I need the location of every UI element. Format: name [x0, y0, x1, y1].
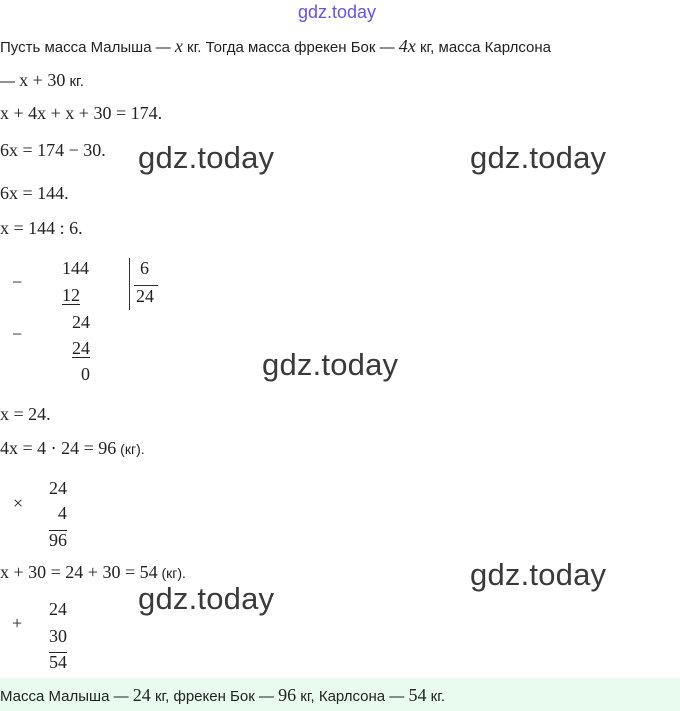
watermark: gdz.today: [138, 581, 275, 616]
multiplication-result: 96: [49, 530, 67, 550]
addition-term-a: 24: [49, 599, 67, 619]
division-minus-sign: −: [12, 324, 23, 344]
addition-result: 54: [49, 652, 67, 672]
division-remainder1: 24: [72, 312, 90, 332]
division-quotient: 24: [136, 286, 154, 306]
multiplication-factor-a: 24: [49, 478, 67, 498]
watermark: gdz.today: [470, 140, 607, 175]
answer-box: [0, 678, 680, 711]
division-bracket-vertical: [129, 258, 130, 310]
division-step1: 12: [62, 285, 80, 305]
division-remainder2: 0: [81, 364, 90, 384]
answer-text: Масса Малыша — 24 кг, фрекен Бок — 96 кг, Карлсона — 54 кг.: [0, 685, 446, 705]
equation-subtract: 6x = 174 − 30.: [0, 140, 106, 160]
watermark: gdz.today: [470, 557, 607, 592]
problem-statement-line2: — x + 30 кг.: [0, 70, 84, 90]
equation-result-x: x = 24.: [0, 404, 51, 424]
problem-statement-line1: Пусть масса Малыша — x кг. Тогда масса фрекен Бок — 4x кг, масса Карлсона: [0, 36, 551, 56]
watermark: gdz.today: [138, 140, 275, 175]
watermark: gdz.today: [262, 347, 399, 382]
division-step2: 24: [72, 338, 90, 358]
equation-karlson: x + 30 = 24 + 30 = 54 (кг).: [0, 562, 186, 582]
equation-simplified: 6x = 144.: [0, 183, 69, 203]
multiplication-sign: ×: [13, 493, 24, 513]
equation-divide: x = 144 : 6.: [0, 218, 83, 238]
equation-sum: x + 4x + x + 30 = 174.: [0, 103, 163, 123]
addition-sign: +: [12, 613, 23, 633]
watermark-top: gdz.today: [298, 2, 377, 22]
division-dividend: 144: [62, 258, 89, 278]
multiplication-factor-b: 4: [58, 503, 67, 523]
addition-term-b: 30: [49, 626, 67, 646]
equation-frekenbok: 4x = 4 · 24 = 96 (кг).: [0, 438, 145, 458]
division-minus-sign: −: [12, 272, 23, 292]
division-divisor: 6: [140, 258, 149, 278]
